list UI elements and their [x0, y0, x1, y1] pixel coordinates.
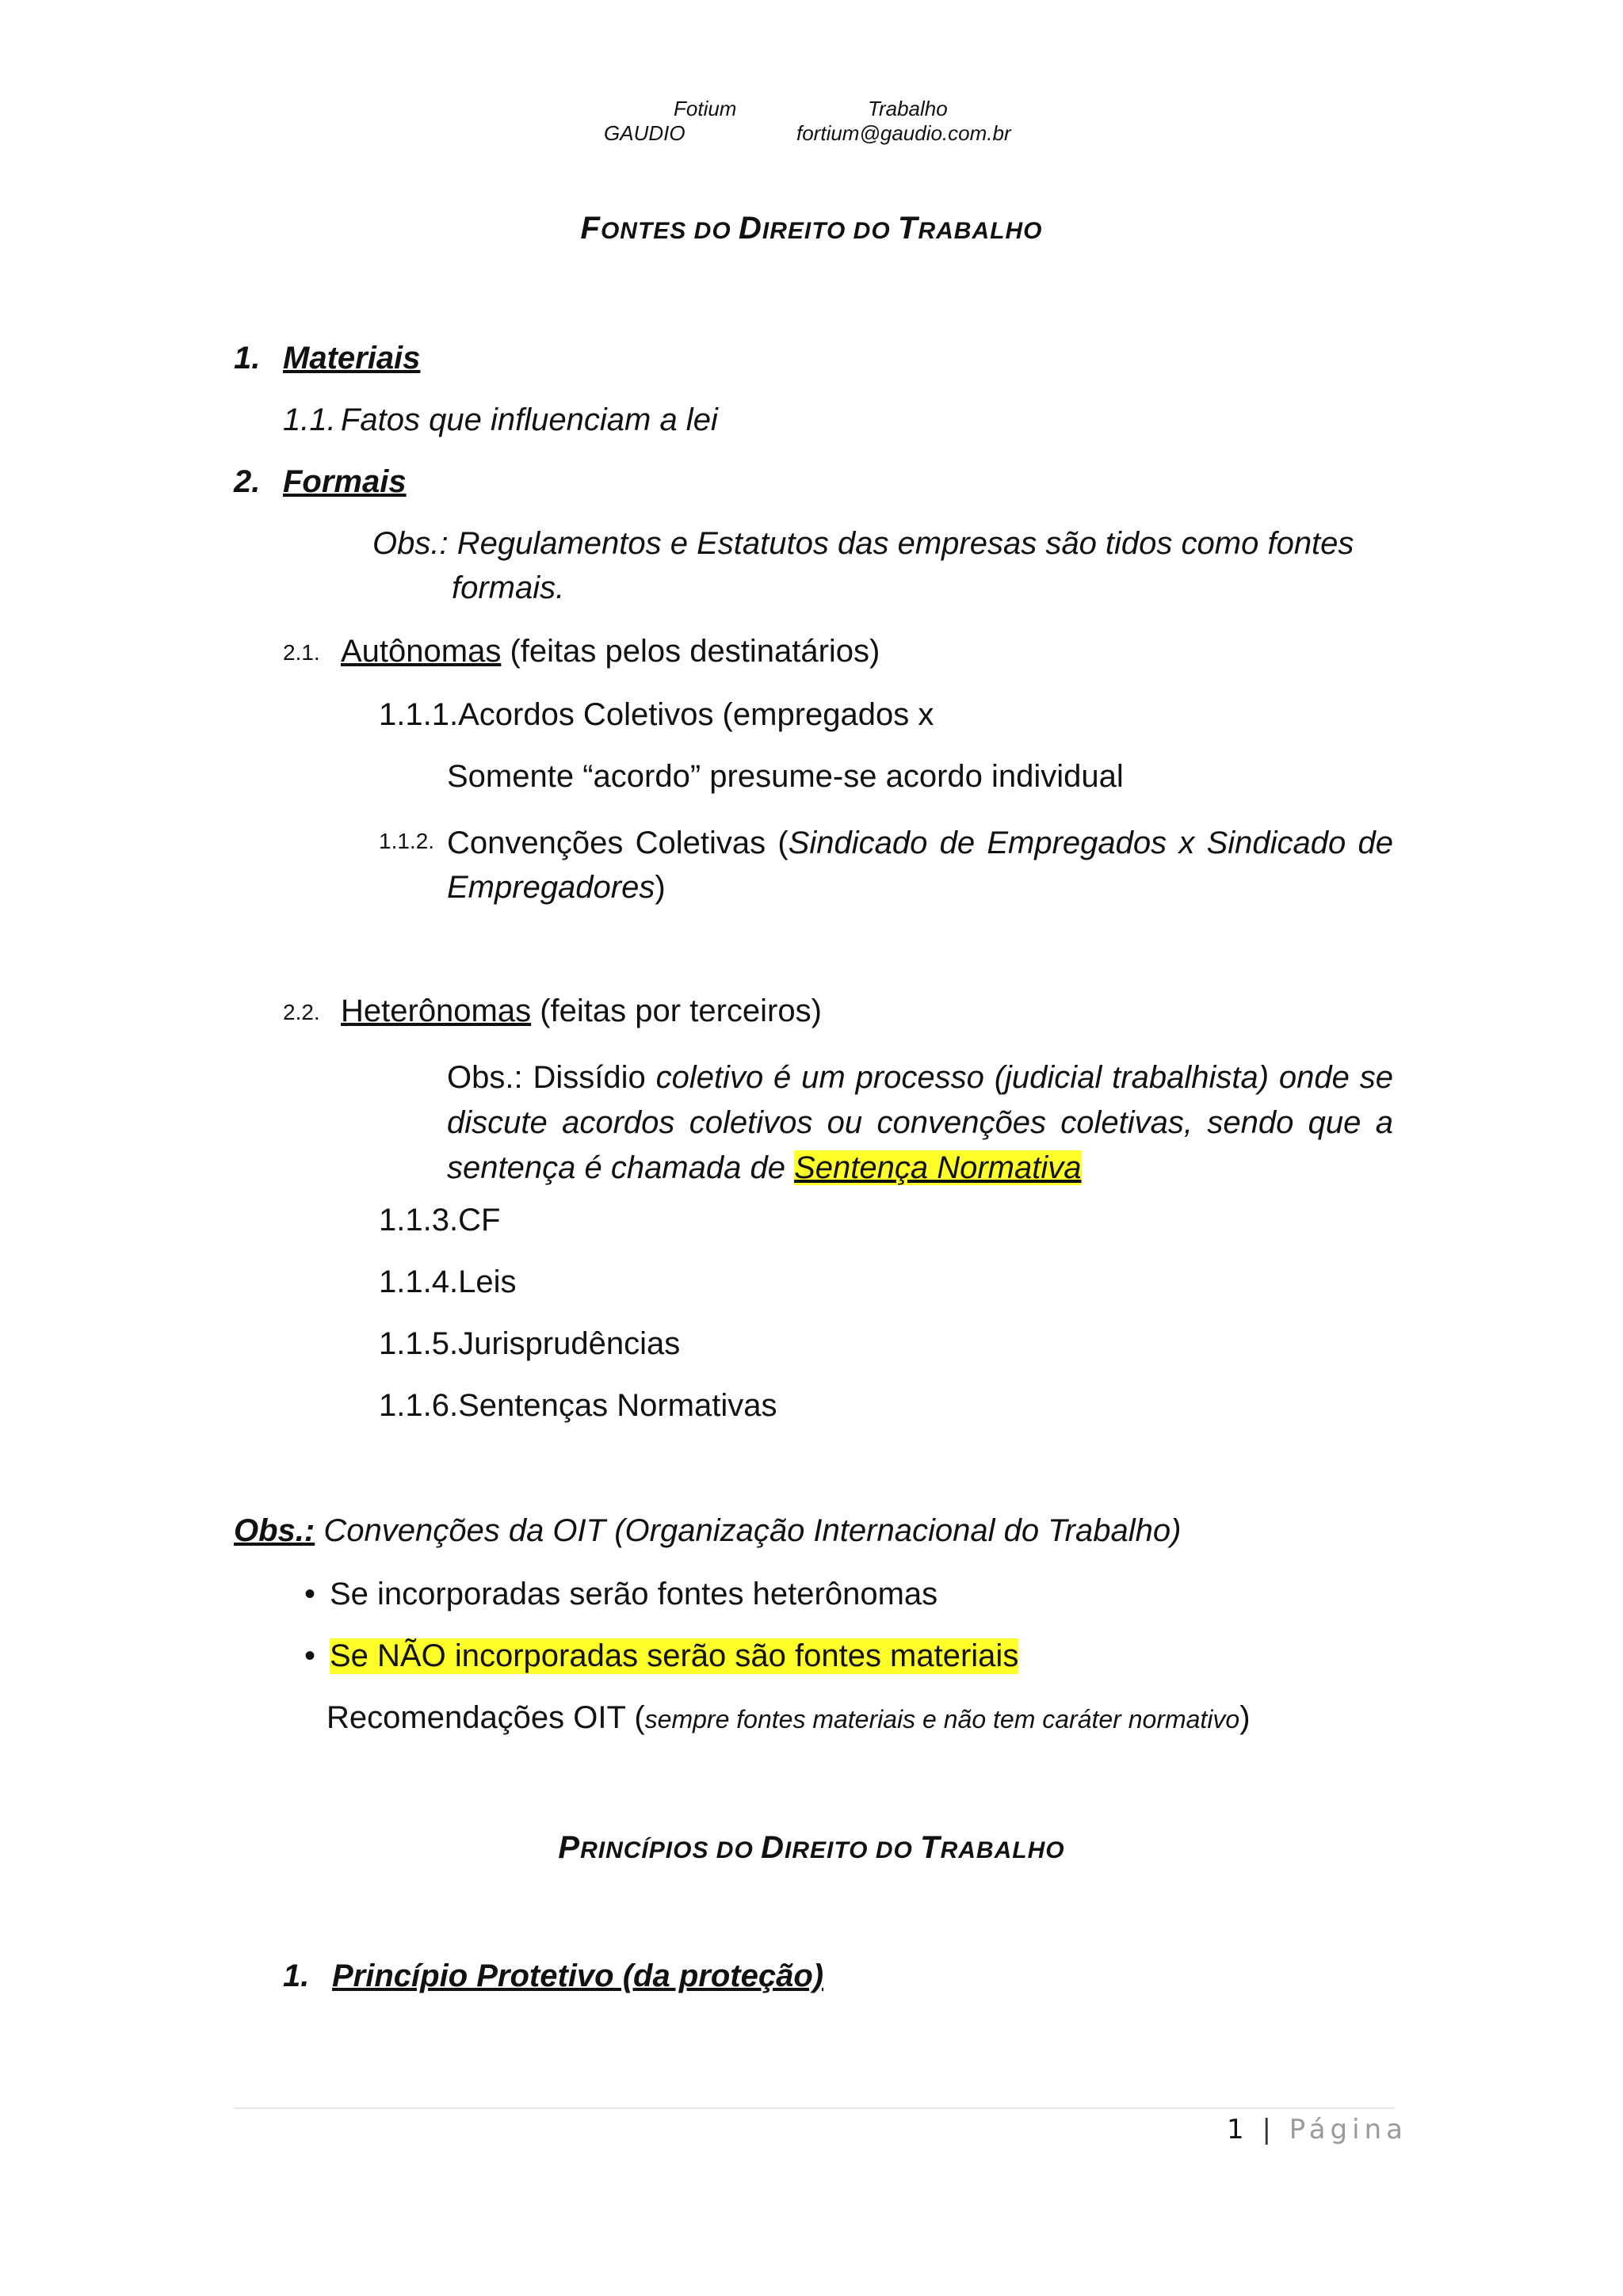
- item-2-1-heading: Autônomas: [341, 634, 502, 669]
- header-author-last: GAUDIO: [604, 121, 685, 145]
- header-email: fortium@gaudio.com.br: [796, 121, 1011, 145]
- bullet-icon: •: [304, 1577, 316, 1611]
- principio-1-number: 1.: [283, 1958, 310, 1993]
- obs-oit-label: Obs.:: [234, 1513, 315, 1548]
- bullet-incorporadas: Se incorporadas serão fontes heterônomas: [330, 1577, 938, 1611]
- item-2-2-heading: Heterônomas: [341, 994, 532, 1028]
- list-item-sentencas-normativas: 1.1.6.Sentenças Normativas: [379, 1388, 777, 1423]
- item-2-2-number: 2.2.: [283, 1000, 320, 1024]
- recomendacoes-oit: Recomendações OIT (sempre fontes materiais e não tem caráter normativo): [327, 1700, 1251, 1735]
- obs-formais-cont: formais.: [452, 570, 565, 605]
- item-1-1-2-text: Convenções Coletivas (Sindicado de Empregados x Sindicado de Empregadores): [447, 826, 1394, 905]
- item-1-1-text: Fatos que influenciam a lei: [341, 402, 718, 437]
- bullet-nao-incorporadas: Se NÃO incorporadas serão são fontes materiais: [330, 1638, 1019, 1673]
- obs-dissidio: Obs.: Dissídio coletivo é um processo (judicial trabalhista) onde se discute acordos coletivos ou convenções coletivas, sendo que a sentença é chamada de Sentença Normativa: [447, 1060, 1393, 1185]
- item-1-heading: Materiais: [283, 341, 421, 376]
- obs-formais: Obs.: Regulamentos e Estatutos das empresas são tidos como fontes: [372, 526, 1354, 561]
- item-2-2-line: Heterônomas (feitas por terceiros): [341, 994, 822, 1028]
- item-1-1-2-number: 1.1.2.: [379, 829, 435, 853]
- item-1-1-number: 1.1.: [283, 402, 336, 437]
- header-author-first: Fotium: [674, 97, 737, 120]
- highlight-sentenca-normativa: Sentença Normativa: [794, 1150, 1082, 1185]
- note-somente-acordo: Somente “acordo” presume-se acordo individual: [447, 759, 1124, 794]
- item-2-number: 2.: [234, 464, 261, 499]
- item-1-number: 1.: [234, 341, 261, 376]
- bullet-icon: •: [304, 1638, 316, 1673]
- list-item-leis: 1.1.4.Leis: [379, 1264, 517, 1299]
- principio-protetivo-heading: Princípio Protetivo (da proteção): [332, 1958, 824, 1993]
- obs-oit: Obs.: Convenções da OIT (Organização Internacional do Trabalho): [234, 1513, 1182, 1548]
- page-number: 1: [1227, 2114, 1249, 2145]
- item-2-1-line: Autônomas (feitas pelos destinatários): [341, 634, 880, 669]
- page-footer: 1 | Página: [1227, 2114, 1407, 2145]
- page-word: Página: [1289, 2114, 1407, 2145]
- section-title-fontes: FONTES DO DIREITO DO TRABALHO: [580, 211, 1043, 246]
- list-item-jurisprudencias: 1.1.5.Jurisprudências: [379, 1326, 681, 1361]
- list-item-cf: 1.1.3.CF: [379, 1203, 501, 1238]
- footer-divider: [234, 2107, 1395, 2109]
- item-1-1-1: 1.1.1.Acordos Coletivos (empregados x: [379, 697, 934, 732]
- section-title-principios: PRINCÍPIOS DO DIREITO DO TRABALHO: [558, 1830, 1065, 1865]
- item-2-1-number: 2.1.: [283, 640, 320, 665]
- header-subject: Trabalho: [868, 97, 948, 120]
- item-2-heading: Formais: [283, 464, 407, 499]
